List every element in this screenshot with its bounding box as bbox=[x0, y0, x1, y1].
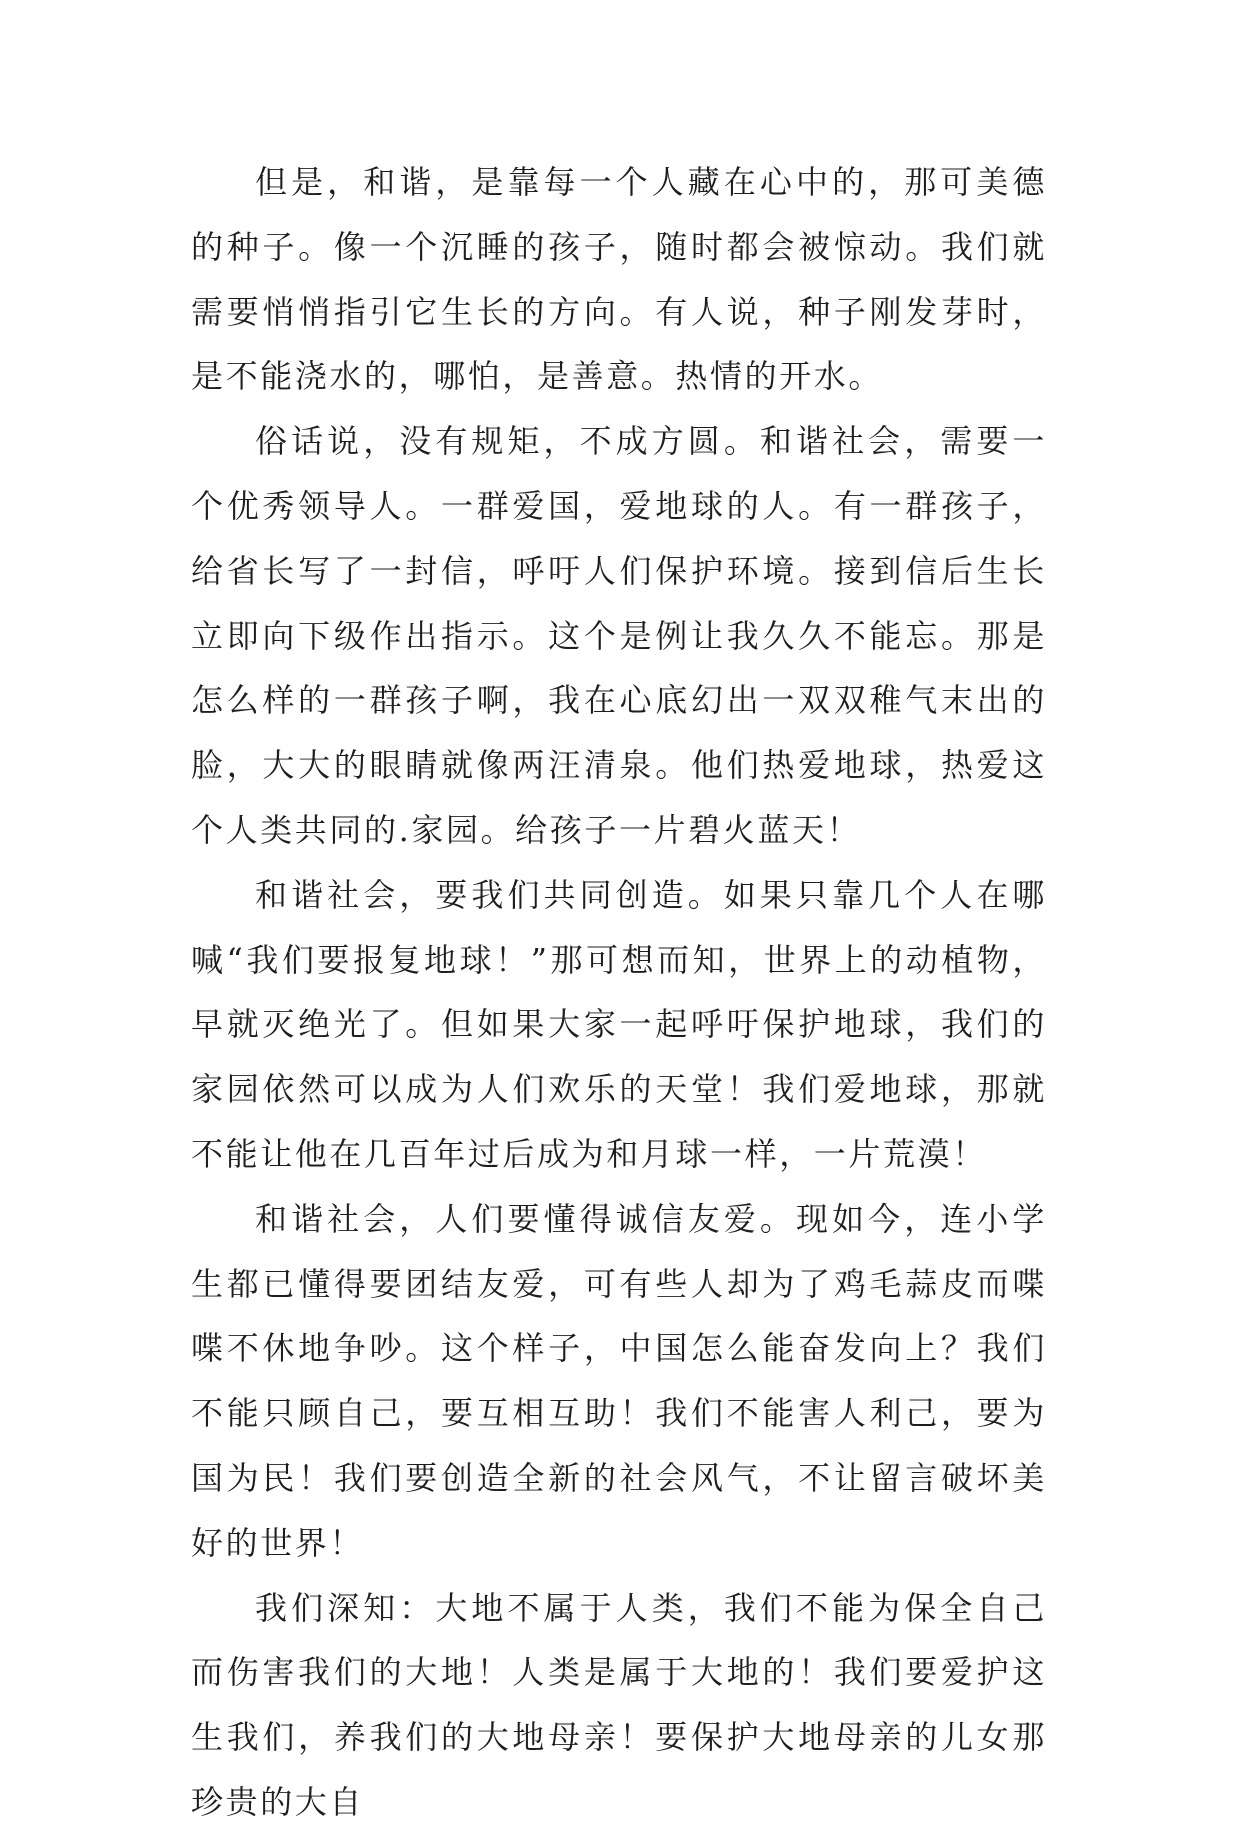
paragraph: 但是，和谐，是靠每一个人藏在心中的，那可美德的种子。像一个沉睡的孩子，随时都会被惊动。我们就需要悄悄指引它生长的方向。有人说，种子刚发芽时，是不能浇水的，哪怕，是善意。热情的开水。 bbox=[191, 163, 1047, 396]
document-body bbox=[191, 150, 1047, 1835]
paragraph: 和谐社会，人们要懂得诚信友爱。现如今，连小学生都已懂得要团结友爱，可有些人却为了鸡毛蒜皮而喋喋不休地争吵。这个样子，中国怎么能奋发向上？我们不能只顾自己，要互相互助！我们不能害人利己，要为国为民！我们要创造全新的社会风气，不让留言破坏美好的世界！ bbox=[191, 1199, 1047, 1562]
paragraph: 俗话说，没有规矩，不成方圆。和谐社会，需要一个优秀领导人。一群爱国，爱地球的人。有一群孩子，给省长写了一封信，呼吁人们保护环境。接到信后生长立即向下级作出指示。这个是例让我久久不能忘。那是怎么样的一群孩子啊，我在心底幻出一双双稚气末出的脸，大大的眼睛就像两汪清泉。他们热爱地球，热爱这个人类共同的.家园。给孩子一片碧火蓝天！ bbox=[191, 422, 1047, 849]
paragraph: 和谐社会，要我们共同创造。如果只靠几个人在哪喊“我们要报复地球！”那可想而知，世界上的动植物，早就灭绝光了。但如果大家一起呼吁保护地球，我们的家园依然可以成为人们欢乐的天堂！我们爱地球，那就不能让他在几百年过后成为和月球一样，一片荒漠！ bbox=[191, 875, 1047, 1173]
paragraph: 我们深知：大地不属于人类，我们不能为保全自己而伤害我们的大地！人类是属于大地的！我们要爱护这生我们，养我们的大地母亲！要保护大地母亲的儿女那珍贵的大自 bbox=[191, 1588, 1047, 1821]
